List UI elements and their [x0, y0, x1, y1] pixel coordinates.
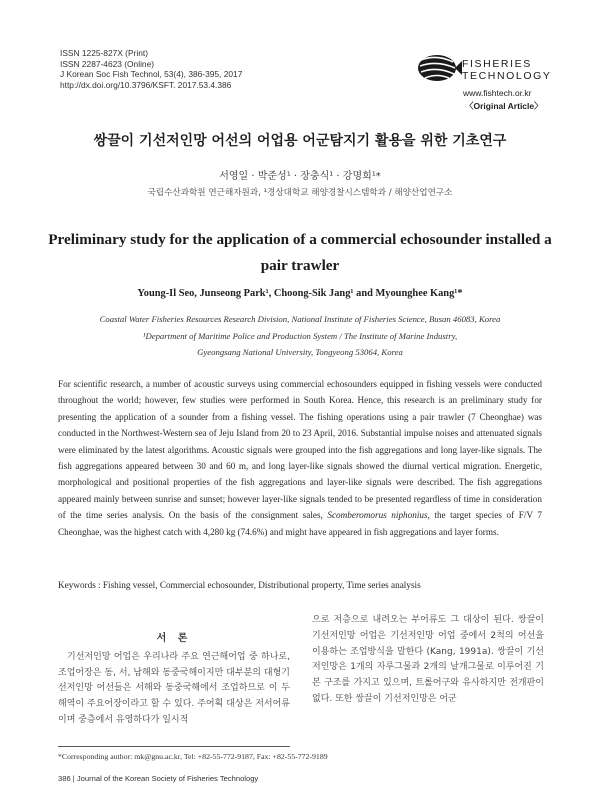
footnote-divider: [58, 746, 290, 747]
issn-online: ISSN 2287-4623 (Online): [60, 58, 155, 69]
issn-print: ISSN 1225-827X (Print): [60, 48, 148, 58]
body-left-column: [58, 631, 290, 729]
page-footer: 386 | Journal of the Korean Society of Fisheries Technology: [58, 774, 259, 783]
body-paragraph: 기선저인망 어업은 우리나라 주요 연근해어업 중 하나로, 조업어장은 동, 서, 남해와 동중국해이지만 대부분의 대형기선저인망 어선들은 서해와 동중국해에서 조업하므로 이 두 해역이 주요어장이라고 할 수 있다. 주어획 대상은 저서어류이며 중층에서 유영하다가 일시적: [58, 651, 290, 725]
journal-citation: J Korean Soc Fish Technol, 53(4), 386-395, 2017: [60, 69, 243, 80]
logo-line-technology: TECHNOLOGY: [462, 70, 552, 82]
abstract-text: For scientific research, a number of acoustic surveys using commercial echosounders equipped in fishing vessels were conducted throughout the world; however, few studies were performed in South Korea. Hence, this research is an preliminary study for presenting the application of a sounder from a fishing vessel. The fishing operations using a pair trawler (7 Cheonghae) was conducted in the Northwest-Western sea of Jeju Island from 20 to 23 April, 2016. Substantial impulse noises and attenuated signals were eliminated by the latest algorithms. Acoustic signals were grouped into the fish aggregations and long layer-like signals. The fish aggregations appeared between 30 and 60 m, and long layer-like signals showed the diurnal vertical migration. Energetic, morphological and positional properties of the fish aggregations and layer-like signals were described. The fish aggregations appeared mainly between sunrise and sunset; however layer-like signals tended to be presented regardless of time in consideration of the time series analysis. On the basis of the consignment sales,: [58, 379, 542, 521]
body-right-column: [312, 613, 544, 708]
corresponding-author-footnote: *Corresponding author: mk@gnu.ac.kr, Tel: +82-55-772-9187, Fax: +82-55-772-9189: [58, 752, 328, 761]
english-affiliations: [20, 311, 580, 361]
species-name: Scomberomorus niphonius: [327, 510, 428, 521]
doi-link[interactable]: http://dx.doi.org/10.3796/KSFT. 2017.53.4.386: [60, 79, 232, 90]
section-heading-introduction: 서 론: [156, 633, 192, 644]
body-paragraph: 으로 저층으로 내려오는 부어류도 그 대상이 된다. 쌍끌이 기선저인망 어업은 기선저인망 어업 중에서 2척의 어선을 이용하는 조업방식을 말한다 (Kang, 1991a). 쌍끌이 기선저인망은 1개의 자루그물과 2개의 날개그물로 이루어진 기본 구조를 가지고 있으며, 트롤어구와 유사하지만 전개판이 없다. 또한 쌍끌이 기선저인망은 어군: [312, 615, 544, 704]
journal-header: [60, 48, 242, 90]
affiliation-line: ¹Department of Maritime Police and Production System / The Institute of Marine Industry,: [142, 330, 458, 341]
journal-url[interactable]: www.fishtech.or.kr: [463, 88, 532, 98]
journal-logo: [415, 50, 550, 120]
fish-logo-icon: [415, 50, 463, 86]
abstract-text-end: , the target species of F/V 7 Cheonghae, was the highest catch with 4,280 kg (74.6%) and might have appeared in fish aggregations and layer forms.: [58, 510, 542, 537]
english-title: Preliminary study for the application of a commercial echosounder installed a pair trawler: [48, 231, 552, 274]
korean-authors: 서영일 · 박준성¹ · 장충식¹ · 강명희¹*: [219, 171, 381, 182]
abstract: [58, 376, 542, 540]
korean-title: 쌍끌이 기선저인망 어선의 어업용 어군탐지기 활용을 위한 기초연구: [93, 133, 507, 149]
article-type: 〈Original Article〉: [465, 101, 543, 111]
affiliation-line: Coastal Water Fisheries Resources Research Division, National Institute of Fisheries Science, Busan 46083, Korea: [99, 314, 501, 324]
keywords: Keywords : Fishing vessel, Commercial echosounder, Distributional property, Time series analysis: [58, 580, 421, 590]
korean-affiliation: 국립수산과학원 연근해자원과, ¹경상대학교 해양경찰시스템학과 / 해양산업연구소: [147, 188, 453, 198]
affiliation-line: Gyeongsang National University, Tongyeong 53064, Korea: [197, 347, 403, 357]
english-authors: Young-Il Seo, Junseong Park¹, Choong-Sik Jang¹ and Myounghee Kang¹*: [137, 288, 463, 299]
logo-line-fisheries: FISHERIES: [462, 58, 532, 70]
